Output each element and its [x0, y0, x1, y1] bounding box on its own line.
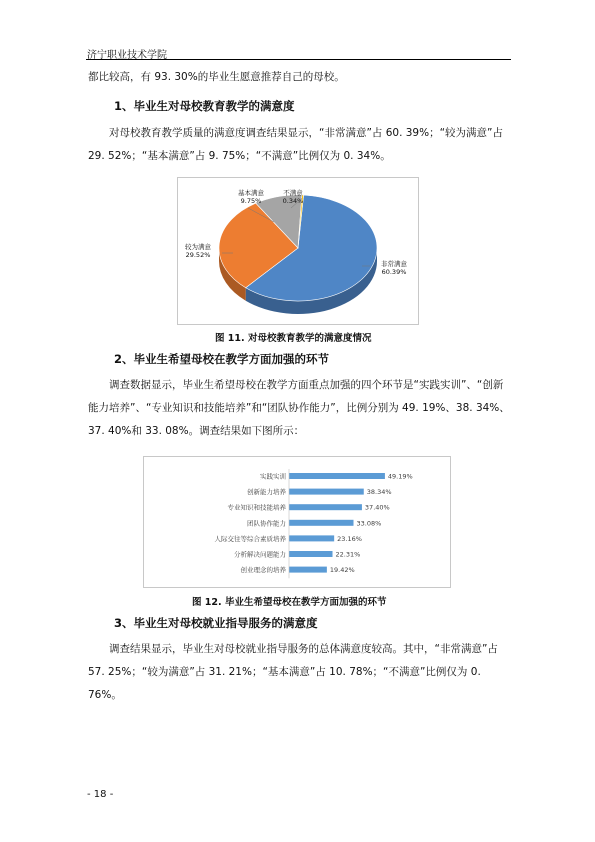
bar-category-label: 团队协作能力: [247, 519, 286, 528]
bar: [289, 473, 385, 479]
header-divider: [86, 59, 511, 60]
pie-label-basic-name: 基本满意: [238, 189, 264, 197]
pie-label-fairly-value: 29.52%: [185, 251, 211, 259]
bar-value-label: 33.08%: [356, 519, 382, 528]
bar: [289, 567, 327, 573]
bar-category-label: 人际交往等综合素质培养: [214, 534, 286, 543]
bar-value-label: 38.34%: [366, 488, 392, 497]
section3-title: 3、毕业生对母校就业指导服务的满意度: [114, 616, 318, 630]
bar-value-label: 19.42%: [329, 566, 355, 575]
bar-category-label: 创业理念的培养: [240, 566, 286, 575]
bar: [289, 551, 333, 557]
section2-title: 2、毕业生希望母校在教学方面加强的环节: [114, 352, 329, 366]
bar-value-label: 22.31%: [335, 550, 361, 559]
bar: [289, 504, 362, 510]
bar-category-label: 创新能力培养: [247, 488, 286, 497]
bar: [289, 489, 364, 495]
bar: [289, 535, 334, 541]
bar-chart: [144, 457, 450, 587]
pie-label-fairly-name: 较为满意: [185, 243, 211, 251]
pie-label-very: [374, 260, 414, 276]
bar-value-label: 23.16%: [337, 534, 362, 543]
bar-value-label: 37.40%: [364, 503, 390, 512]
bar-category-label: 专业知识和技能培养: [227, 503, 286, 512]
pie-label-basic-value: 9.75%: [240, 197, 262, 205]
intro-line: 都比较高，有 93. 30%的毕业生愿意推荐自己的母校。: [88, 71, 345, 83]
pie-label-very-value: 60.39%: [381, 268, 407, 276]
bar-value-label: 49.19%: [387, 472, 413, 481]
figure12-caption: 图 12. 毕业生希望母校在教学方面加强的环节: [192, 597, 387, 608]
pie-label-dissatisfied-name: 不满意: [283, 189, 303, 197]
pie-label-fairly: [178, 243, 218, 259]
pie-chart-frame: [177, 177, 419, 325]
pie-label-basic: [233, 189, 269, 205]
header-school-name: 济宁职业技术学院: [87, 50, 167, 61]
bar: [289, 520, 354, 526]
page-number: - 18 -: [87, 789, 114, 800]
section3-paragraph: 调查结果显示，毕业生对母校就业指导服务的总体满意度较高。其中，“非常满意”占 57. 25%；“较为满意”占 31. 21%；“基本满意”占 10. 78%；“不满意”比例仅为 0. 76%。: [88, 643, 498, 701]
pie-label-dissatisfied-value: 0.34%: [282, 197, 304, 205]
bar-category-label: 实践实训: [260, 472, 286, 481]
section2-paragraph: 调查数据显示，毕业生希望母校在教学方面重点加强的四个环节是“实践实训”、“创新能力培养”、“专业知识和技能培养”和“团队协作能力”，比例分别为 49. 19%、38. 34%、37. 40%和 33. 08%。调查结果如下图所示：: [88, 379, 510, 437]
pie-label-dissatisfied: [276, 189, 310, 205]
bar-chart-frame: [143, 456, 451, 588]
section1-paragraph: 对母校教育教学质量的满意度调查结果显示，“非常满意”占 60. 39%；“较为满意”占 29. 52%；“基本满意”占 9. 75%；“不满意”比例仅为 0. 34%。: [88, 127, 503, 162]
figure11-caption: 图 11. 对母校教育教学的满意度情况: [215, 333, 372, 344]
bar-category-label: 分析解决问题能力: [234, 550, 286, 559]
section1-title: 1、毕业生对母校教育教学的满意度: [114, 99, 295, 113]
pie-label-very-name: 非常满意: [381, 260, 407, 268]
